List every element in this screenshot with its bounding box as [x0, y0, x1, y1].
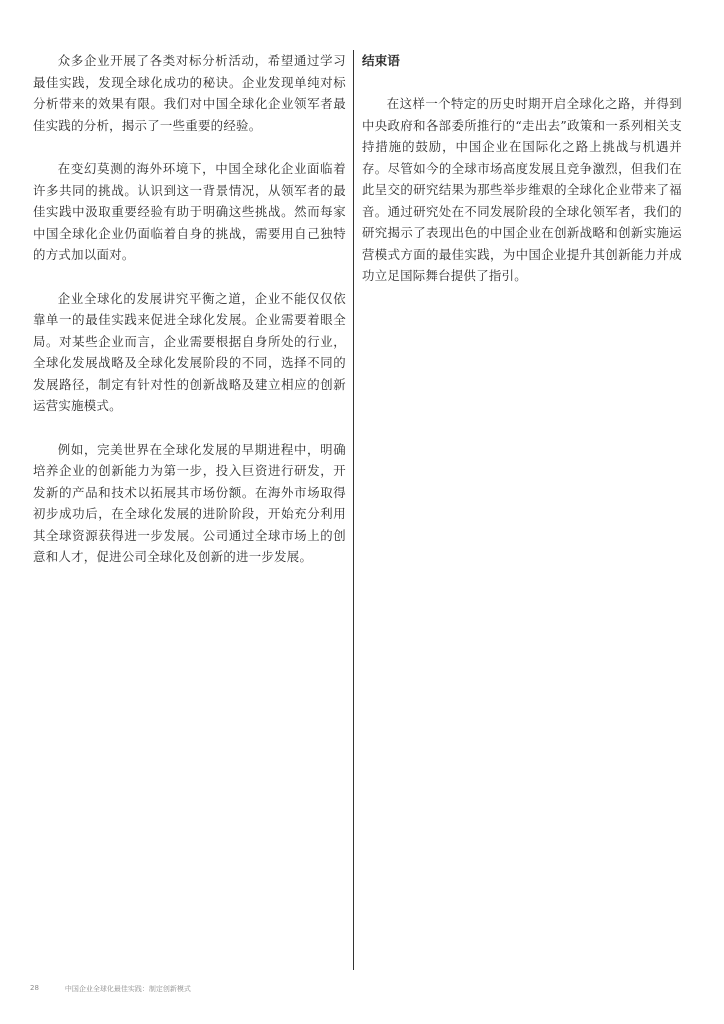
page-footer — [30, 984, 191, 994]
body-paragraph: 在变幻莫测的海外环境下，中国全球化企业面临着许多共同的挑战。认识到这一背景情况，从领军者的最佳实践中汲取重要经验有助于明确这些挑战。然而每家中国全球化企业仍面临着自身的挑战，需要用自己独特的方式加以面对。 — [33, 161, 346, 262]
footer-title: 中国企业全球化最佳实践：制定创新模式 — [64, 985, 191, 993]
left-column — [33, 50, 346, 590]
column-divider — [353, 50, 354, 970]
right-column — [362, 50, 682, 309]
body-paragraph: 众多企业开展了各类对标分析活动，希望通过学习最佳实践，发现全球化成功的秘诀。企业发现单纯对标分析带来的效果有限。我们对中国全球化企业领军者最佳实践的分析，揭示了一些重要的经验。 — [33, 53, 346, 133]
section-heading: 结束语 — [362, 53, 400, 68]
body-paragraph: 企业全球化的发展讲究平衡之道，企业不能仅仅依靠单一的最佳实践来促进全球化发展。企业需要着眼全局。对某些企业而言，企业需要根据自身所处的行业，全球化发展战略及全球化发展阶段的不同，选择不同的发展路径，制定有针对性的创新战略及建立相应的创新运营实施模式。 — [33, 290, 346, 413]
body-paragraph: 例如，完美世界在全球化发展的早期进程中，明确培养企业的创新能力为第一步，投入巨资进行研发，开发新的产品和技术以拓展其市场份额。在海外市场取得初步成功后，在全球化发展的进阶阶段，开始充分利用其全球资源获得进一步发展。公司通过全球市场上的创意和人才，促进公司全球化及创新的进一步发展。 — [33, 441, 346, 564]
page-number: 28 — [30, 984, 39, 992]
body-paragraph: 在这样一个特定的历史时期开启全球化之路，并得到中央政府和各部委所推行的“走出去”政策和一系列相关支持措施的鼓励，中国企业在国际化之路上挑战与机遇并存。尽管如今的全球市场高度发展且竞争激烈，但我们在此呈交的研究结果为那些举步维艰的全球化企业带来了福音。通过研究处在不同发展阶段的全球化领军者，我们的研究揭示了表现出色的中国企业在创新战略和创新实施运营模式方面的最佳实践，为中国企业提升其创新能力并成功立足国际舞台提供了指引。 — [362, 96, 682, 283]
